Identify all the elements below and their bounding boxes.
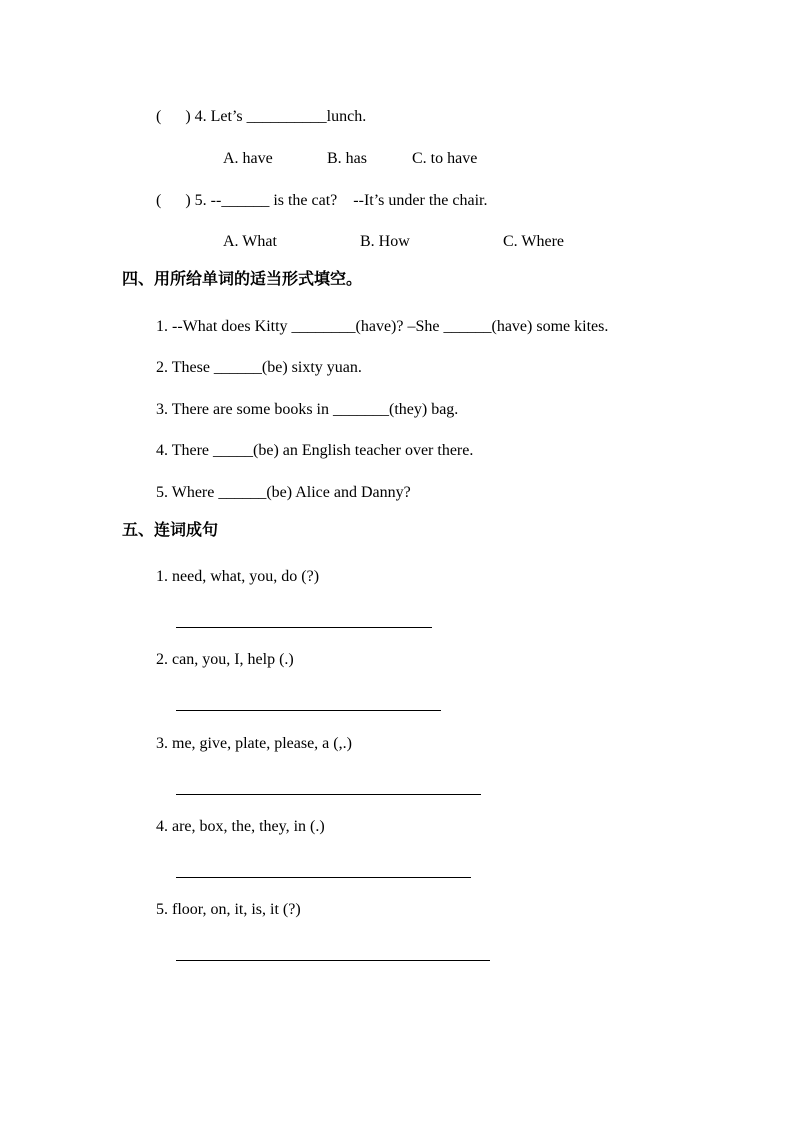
answer-line[interactable]: [176, 877, 471, 878]
section-5-item: 5. floor, on, it, is, it (?): [156, 901, 301, 918]
section-5-item: 3. me, give, plate, please, a (,.): [156, 735, 352, 752]
section-5-item: 4. are, box, the, they, in (.): [156, 818, 325, 835]
mc-q5-option-b: B. How: [360, 233, 410, 250]
answer-line[interactable]: [176, 710, 441, 711]
section-4-item: 4. There _____(be) an English teacher over there.: [156, 442, 474, 459]
section-4-heading: 四、用所给单词的适当形式填空。: [122, 269, 363, 288]
answer-line[interactable]: [176, 794, 481, 795]
mc-q4-option-c: C. to have: [412, 150, 478, 167]
mc-q5-option-a: A. What: [223, 233, 277, 250]
section-5-item: 2. can, you, I, help (.): [156, 651, 294, 668]
mc-q4-option-b: B. has: [327, 150, 367, 167]
mc-q5-option-c: C. Where: [503, 233, 565, 250]
answer-line[interactable]: [176, 627, 432, 628]
mc-question-4: ( ) 4. Let’s __________lunch.: [156, 108, 367, 125]
section-4-item: 1. --What does Kitty ________(have)? –She ______(have) some kites.: [156, 318, 609, 335]
mc-question-5: ( ) 5. --______ is the cat? --It’s under the chair.: [156, 192, 488, 209]
section-4-item: 3. There are some books in _______(they) bag.: [156, 401, 459, 418]
section-4-item: 2. These ______(be) sixty yuan.: [156, 359, 362, 376]
section-5-item: 1. need, what, you, do (?): [156, 568, 320, 585]
section-4-item: 5. Where ______(be) Alice and Danny?: [156, 484, 411, 501]
mc-q4-option-a: A. have: [223, 150, 273, 167]
section-5-heading: 五、连词成句: [122, 520, 219, 539]
answer-line[interactable]: [176, 960, 490, 961]
